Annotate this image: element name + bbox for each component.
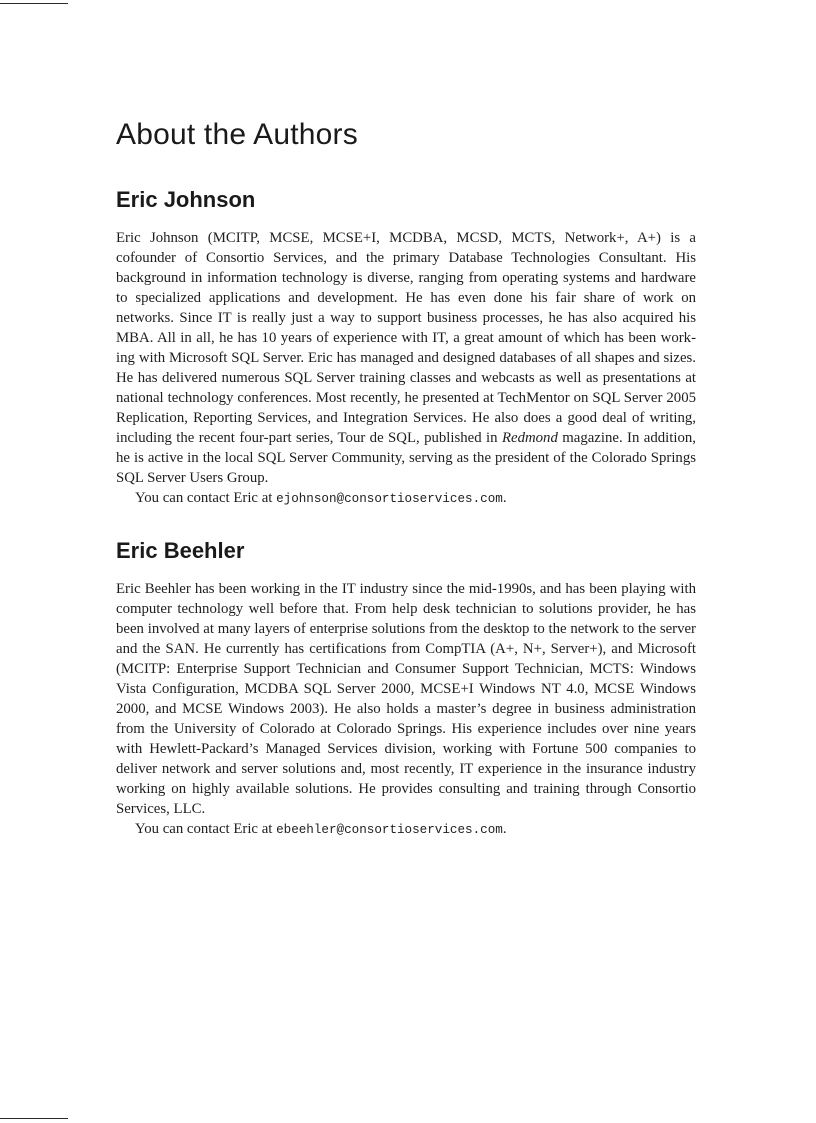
crop-mark-top [0,3,68,4]
contact-prefix: You can contact Eric at [135,821,277,837]
author-section-eric-johnson [116,180,696,509]
author-section-eric-beehler [116,531,696,840]
author-bio: Eric Beehler has been working in the IT industry since the mid-1990s, and has been playing with computer technology well before that. From help desk technician to solutions provider, he has been involved at many layers of enterprise solutions from the desktop to the network to the server and the SAN. He currently has certifications from CompTIA (A+, N+, Server+), and Microsoft (MCITP: Enterprise Support Technician and Consumer Support Technician, MCTS: Windows Vista Configuration, MCDBA SQL Server 2000, MCSE+I Windows NT 4.0, MCSE Windows 2000, and MCSE Windows 2003). He also holds a master’s degree in business administration from the University of Colorado at Colorado Springs. His experience includes over nine years with Hewlett-Packard’s Managed Services division, working with Fortune 500 companies to deliver network and server solutions and, most recently, IT experience in the insurance industry working on highly available solutions. He provides consulting and training through Consortio Services, LLC. [116,581,696,817]
email-address: ebeehler@consortioservices.com [276,823,503,837]
author-bio-text-continued: magazine. In addition, he is active in the local SQL Server Community, serving as the president of the Colorado Springs SQL Server Users Group. [116,430,696,486]
page-content [116,110,696,840]
author-name: Eric Johnson [116,187,256,212]
magazine-title: Redmond [501,430,558,446]
contact-prefix: You can contact Eric at [135,490,277,506]
author-bio [116,228,696,488]
contact-line [116,819,696,840]
chapter-title: About the Authors [116,118,358,151]
contact-line [116,488,696,509]
crop-mark-bottom [0,1118,68,1119]
contact-suffix: . [502,490,507,506]
author-name: Eric Beehler [116,538,245,563]
email-address: ejohnson@consortioservices.com [276,492,503,506]
contact-suffix: . [502,821,507,837]
author-bio-text: Eric Johnson (MCITP, MCSE, MCSE+I, MCDBA, MCSD, MCTS, Network+, A+) is a cofounder of Consortio Services, and the primary Database Technologies Consultant. His background in information technology is diverse, ranging from operating systems and hardware to specialized applications and development. He has even done his fair share of work on networks. Since IT is really just a way to support business processes, he has also acquired his MBA. All in all, he has 10 years of experience with IT, a great amount of which has been working with Microsoft SQL Server. Eric has managed and designed databases of all shapes and sizes. He has delivered numerous SQL Server training classes and webcasts as well as presentations at national technology conferences. Most recently, he presented at TechMentor on SQL Server 2005 Replication, Reporting Services, and Integration Services. He also does a good deal of writing, including the recent four-part series, Tour de SQL, published in [116,230,696,446]
